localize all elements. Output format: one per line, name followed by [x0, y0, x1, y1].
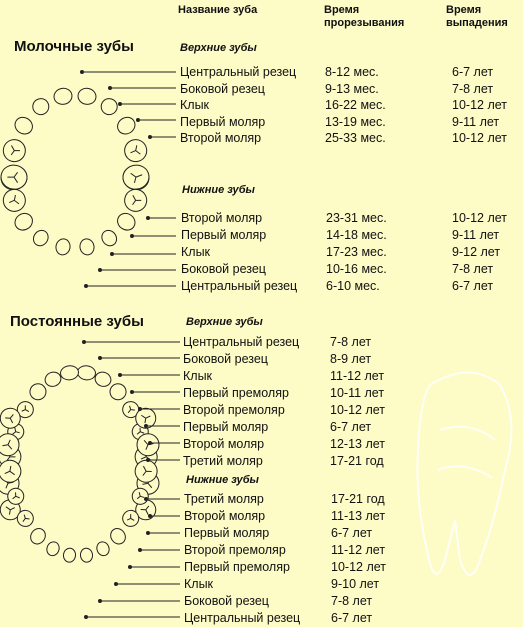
eruption-time: 9-10 лет [331, 577, 380, 591]
loss-time: 7-8 лет [452, 262, 494, 276]
tooth-row [0, 244, 523, 261]
tooth-row [0, 368, 523, 385]
eruption-time: 7-8 лет [331, 594, 373, 608]
loss-time: 10-12 лет [452, 211, 507, 225]
loss-time: 9-11 лет [452, 228, 500, 242]
primary-lower-label: Нижние зубы [182, 184, 255, 196]
tooth-name: Первый моляр [183, 420, 269, 434]
eruption-time: 17-23 мес. [326, 245, 387, 259]
eruption-time: 12-13 лет [330, 437, 385, 451]
tooth-row [0, 593, 523, 610]
tooth-name: Центральный резец [184, 611, 301, 625]
loss-time: 9-11 лет [452, 114, 500, 129]
primary-teeth-title: Молочные зубы [14, 38, 134, 55]
tooth-name: Третий моляр [184, 492, 264, 506]
tooth-name: Первый премоляр [183, 386, 289, 400]
eruption-time: 7-8 лет [330, 335, 372, 349]
tooth-row [0, 351, 523, 368]
tooth-name: Второй премоляр [183, 403, 285, 417]
eruption-time: 6-10 мес. [326, 279, 380, 293]
header-eruption-line2: прорезывания [324, 17, 405, 29]
tooth-row [0, 385, 523, 402]
eruption-time: 16-22 мес. [325, 98, 386, 112]
eruption-time: 6-7 лет [331, 526, 373, 540]
tooth-name: Боковой резец [183, 352, 268, 366]
eruption-time: 25-33 мес. [325, 131, 386, 145]
tooth-name: Клык [184, 577, 214, 591]
tooth-name: Клык [183, 369, 213, 383]
header-eruption-line1: Время [324, 4, 360, 16]
tooth-row [0, 576, 523, 593]
tooth-row [0, 210, 523, 227]
primary-upper-label: Верхние зубы [180, 42, 257, 54]
loss-time: 10-12 лет [452, 98, 507, 112]
eruption-time: 13-19 мес. [325, 114, 386, 129]
tooth-name: Боковой резец [184, 594, 269, 608]
permanent-lower-label: Нижние зубы [186, 474, 259, 486]
eruption-time: 23-31 мес. [326, 211, 387, 225]
header-loss [446, 4, 508, 30]
eruption-time: 11-12 лет [331, 543, 386, 557]
tooth-name: Второй моляр [184, 509, 266, 523]
tooth-name: Центральный резец [183, 335, 300, 349]
tooth-name: Третий моляр [183, 454, 263, 468]
header-eruption [324, 4, 404, 30]
eruption-time: 17-21 год [330, 454, 384, 468]
eruption-time: 17-21 год [331, 492, 385, 506]
tooth-row [0, 97, 523, 114]
tooth-row [0, 81, 523, 98]
eruption-time: 10-16 мес. [326, 262, 387, 276]
tooth-row [0, 114, 523, 131]
tooth-name: Второй моляр [183, 437, 265, 451]
tooth-name: Клык [181, 245, 211, 259]
eruption-time: 6-7 лет [331, 611, 373, 625]
eruption-time: 11-12 лет [330, 369, 385, 383]
tooth-row [0, 453, 523, 470]
tooth-row [0, 64, 523, 81]
tooth-row [0, 130, 523, 147]
loss-time: 7-8 лет [452, 81, 494, 96]
tooth-row [0, 419, 523, 436]
eruption-time: 10-12 лет [330, 403, 385, 417]
tooth-name: Центральный резец [181, 279, 298, 293]
tooth-name: Первый моляр [181, 228, 267, 242]
tooth [121, 163, 151, 191]
tooth-name: Второй премоляр [184, 543, 286, 557]
tooth-name: Боковой резец [180, 81, 265, 96]
eruption-time: 10-11 лет [330, 386, 385, 400]
eruption-time: 8-12 мес. [325, 65, 379, 79]
tooth-row [0, 436, 523, 453]
eruption-time: 9-13 мес. [325, 81, 379, 96]
loss-time: 6-7 лет [452, 65, 494, 79]
loss-time: 6-7 лет [452, 279, 494, 293]
tooth-row [0, 559, 523, 576]
tooth-name: Первый премоляр [184, 560, 290, 574]
eruption-time: 10-12 лет [331, 560, 386, 574]
loss-time: 10-12 лет [452, 131, 507, 145]
tooth-row [0, 610, 523, 627]
header-loss-line2: выпадения [446, 17, 508, 29]
tooth-row [0, 334, 523, 351]
tooth-row [0, 278, 523, 295]
permanent-upper-label: Верхние зубы [186, 316, 263, 328]
tooth-name: Боковой резец [181, 262, 266, 276]
tooth-name: Второй моляр [180, 131, 262, 145]
tooth-row [0, 508, 523, 525]
eruption-time: 8-9 лет [330, 352, 372, 366]
tooth-row [0, 542, 523, 559]
eruption-time: 14-18 мес. [326, 228, 387, 242]
tooth-name: Первый моляр [184, 526, 270, 540]
permanent-teeth-title: Постоянные зубы [10, 313, 144, 330]
tooth-row [0, 525, 523, 542]
tooth-name: Клык [180, 98, 210, 112]
tooth-name: Центральный резец [180, 65, 297, 79]
eruption-time: 11-13 лет [331, 509, 386, 523]
header-name: Название зуба [178, 4, 258, 16]
tooth-row [0, 227, 523, 244]
tooth [0, 163, 29, 191]
loss-time: 9-12 лет [452, 245, 501, 259]
header-loss-line1: Время [446, 4, 482, 16]
tooth-name: Первый моляр [180, 114, 266, 129]
tooth-name: Второй моляр [181, 211, 263, 225]
tooth-row [0, 261, 523, 278]
tooth-row [0, 402, 523, 419]
eruption-time: 6-7 лет [330, 420, 372, 434]
tooth-row [0, 491, 523, 508]
